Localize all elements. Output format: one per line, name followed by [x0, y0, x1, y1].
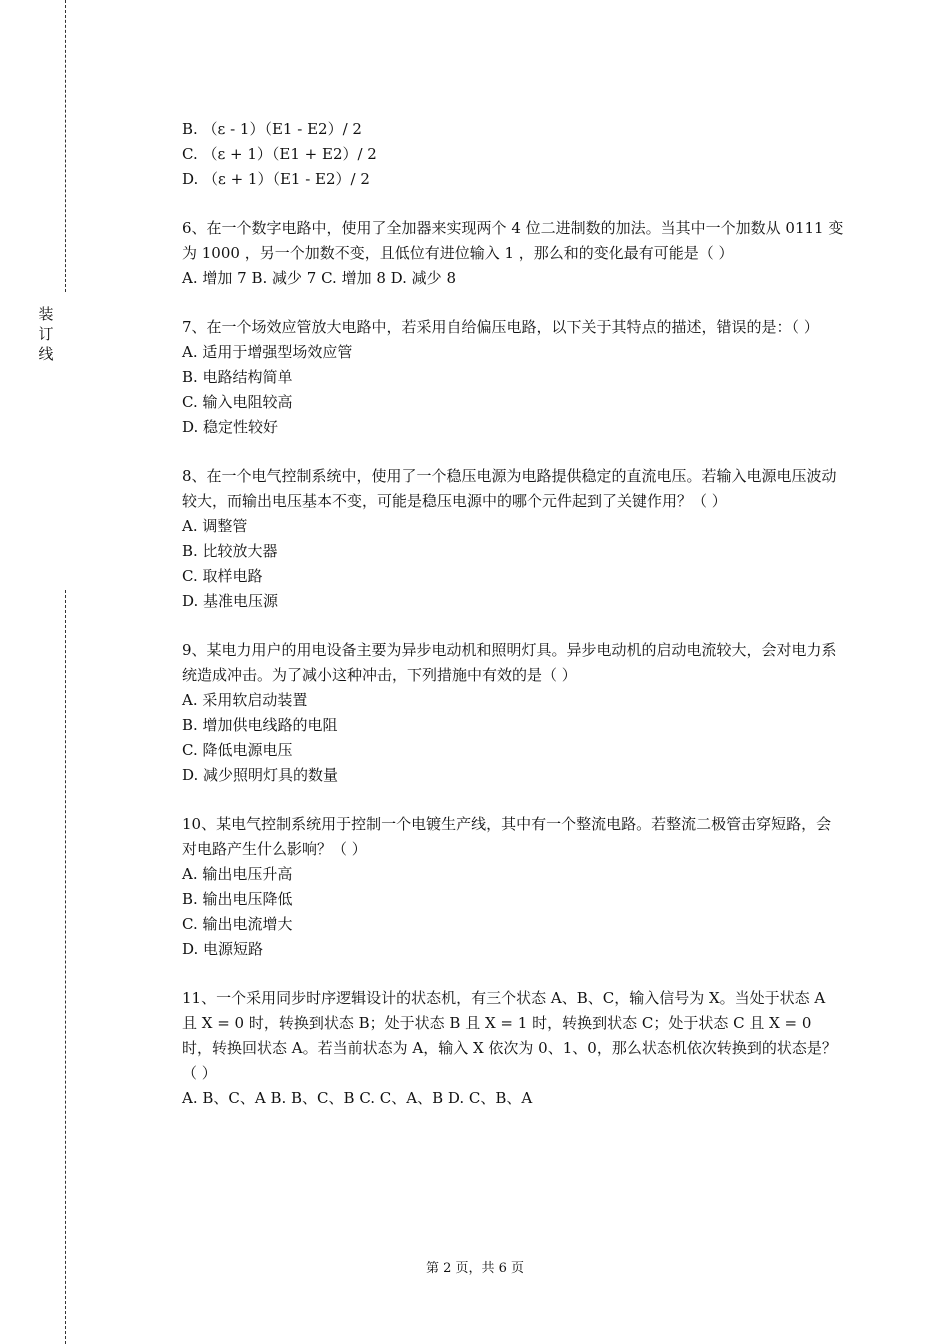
- option-line: D. 减少照明灯具的数量: [182, 766, 339, 784]
- option-line: D. （ε + 1）（E1 - E2）/ 2: [182, 170, 370, 188]
- question-6: [182, 216, 844, 291]
- binding-label: [37, 304, 55, 364]
- option-line: B. 电路结构简单: [182, 368, 293, 386]
- option-line: C. 取样电路: [182, 567, 263, 585]
- option-line: A. 增加 7 B. 减少 7 C. 增加 8 D. 减少 8: [182, 269, 456, 287]
- option-line: B. 比较放大器: [182, 542, 278, 560]
- question-10: [182, 812, 844, 962]
- binding-label-char: 线: [38, 345, 54, 363]
- question-9: [182, 638, 844, 788]
- question-text: 10、某电气控制系统用于控制一个电镀生产线，其中有一个整流电路。若整流二极管击穿短路，会对电路产生什么影响？（ ）: [182, 815, 832, 858]
- option-line: A. 输出电压升高: [182, 865, 293, 883]
- option-line: A. 采用软启动装置: [182, 691, 308, 709]
- question-text: 9、某电力用户的用电设备主要为异步电动机和照明灯具。异步电动机的启动电流较大，会对电力系统造成冲击。为了减小这种冲击，下列措施中有效的是（ ）: [182, 641, 837, 684]
- page-number: 第 2 页，共 6 页: [425, 1261, 525, 1276]
- question-text: 6、在一个数字电路中，使用了全加器来实现两个 4 位二进制数的加法。当其中一个加数从 0111 变为 1000 ，另一个加数不变，且低位有进位输入 1 ，那么和的变化最有可能是（ ）: [182, 219, 844, 262]
- binding-label-char: 装: [38, 305, 54, 323]
- question-11: [182, 986, 844, 1111]
- question-5-options: [182, 117, 844, 192]
- binding-line-bottom: [65, 590, 66, 1344]
- question-8: [182, 464, 844, 614]
- option-line: C. 输入电阻较高: [182, 393, 293, 411]
- option-line: C. （ε + 1）（E1 + E2）/ 2: [182, 145, 377, 163]
- option-line: D. 电源短路: [182, 940, 264, 958]
- question-text: 8、在一个电气控制系统中，使用了一个稳压电源为电路提供稳定的直流电压。若输入电源电压波动较大，而输出电压基本不变，可能是稳压电源中的哪个元件起到了关键作用？（ ）: [182, 467, 837, 510]
- exam-content: [182, 117, 844, 1135]
- question-text: 11、一个采用同步时序逻辑设计的状态机，有三个状态 A、B、C，输入信号为 X。当处于状态 A 且 X = 0 时，转换到状态 B；处于状态 B 且 X = 1 时，转换到状态 C；处于状态 C 且 X = 0 时，转换回状态 A。若当前状态为 A，输入 X 依次为 0、1、0，那么状态机依次转换到的状态是？（ ）: [182, 989, 837, 1082]
- option-line: C. 输出电流增大: [182, 915, 293, 933]
- binding-line-top: [65, 0, 66, 292]
- option-line: A. 调整管: [182, 517, 248, 535]
- binding-label-char: 订: [38, 325, 54, 343]
- option-line: D. 基准电压源: [182, 592, 279, 610]
- option-line: C. 降低电源电压: [182, 741, 293, 759]
- option-line: B. 输出电压降低: [182, 890, 293, 908]
- question-text: 7、在一个场效应管放大电路中，若采用自给偏压电路，以下关于其特点的描述，错误的是：（ ）: [182, 318, 819, 336]
- option-line: A. 适用于增强型场效应管: [182, 343, 353, 361]
- question-7: [182, 315, 844, 440]
- option-line: B. （ε - 1）（E1 - E2）/ 2: [182, 120, 362, 138]
- option-line: B. 增加供电线路的电阻: [182, 716, 338, 734]
- option-line: D. 稳定性较好: [182, 418, 279, 436]
- option-line: A. B、C、A B. B、C、B C. C、A、B D. C、B、A: [182, 1089, 533, 1107]
